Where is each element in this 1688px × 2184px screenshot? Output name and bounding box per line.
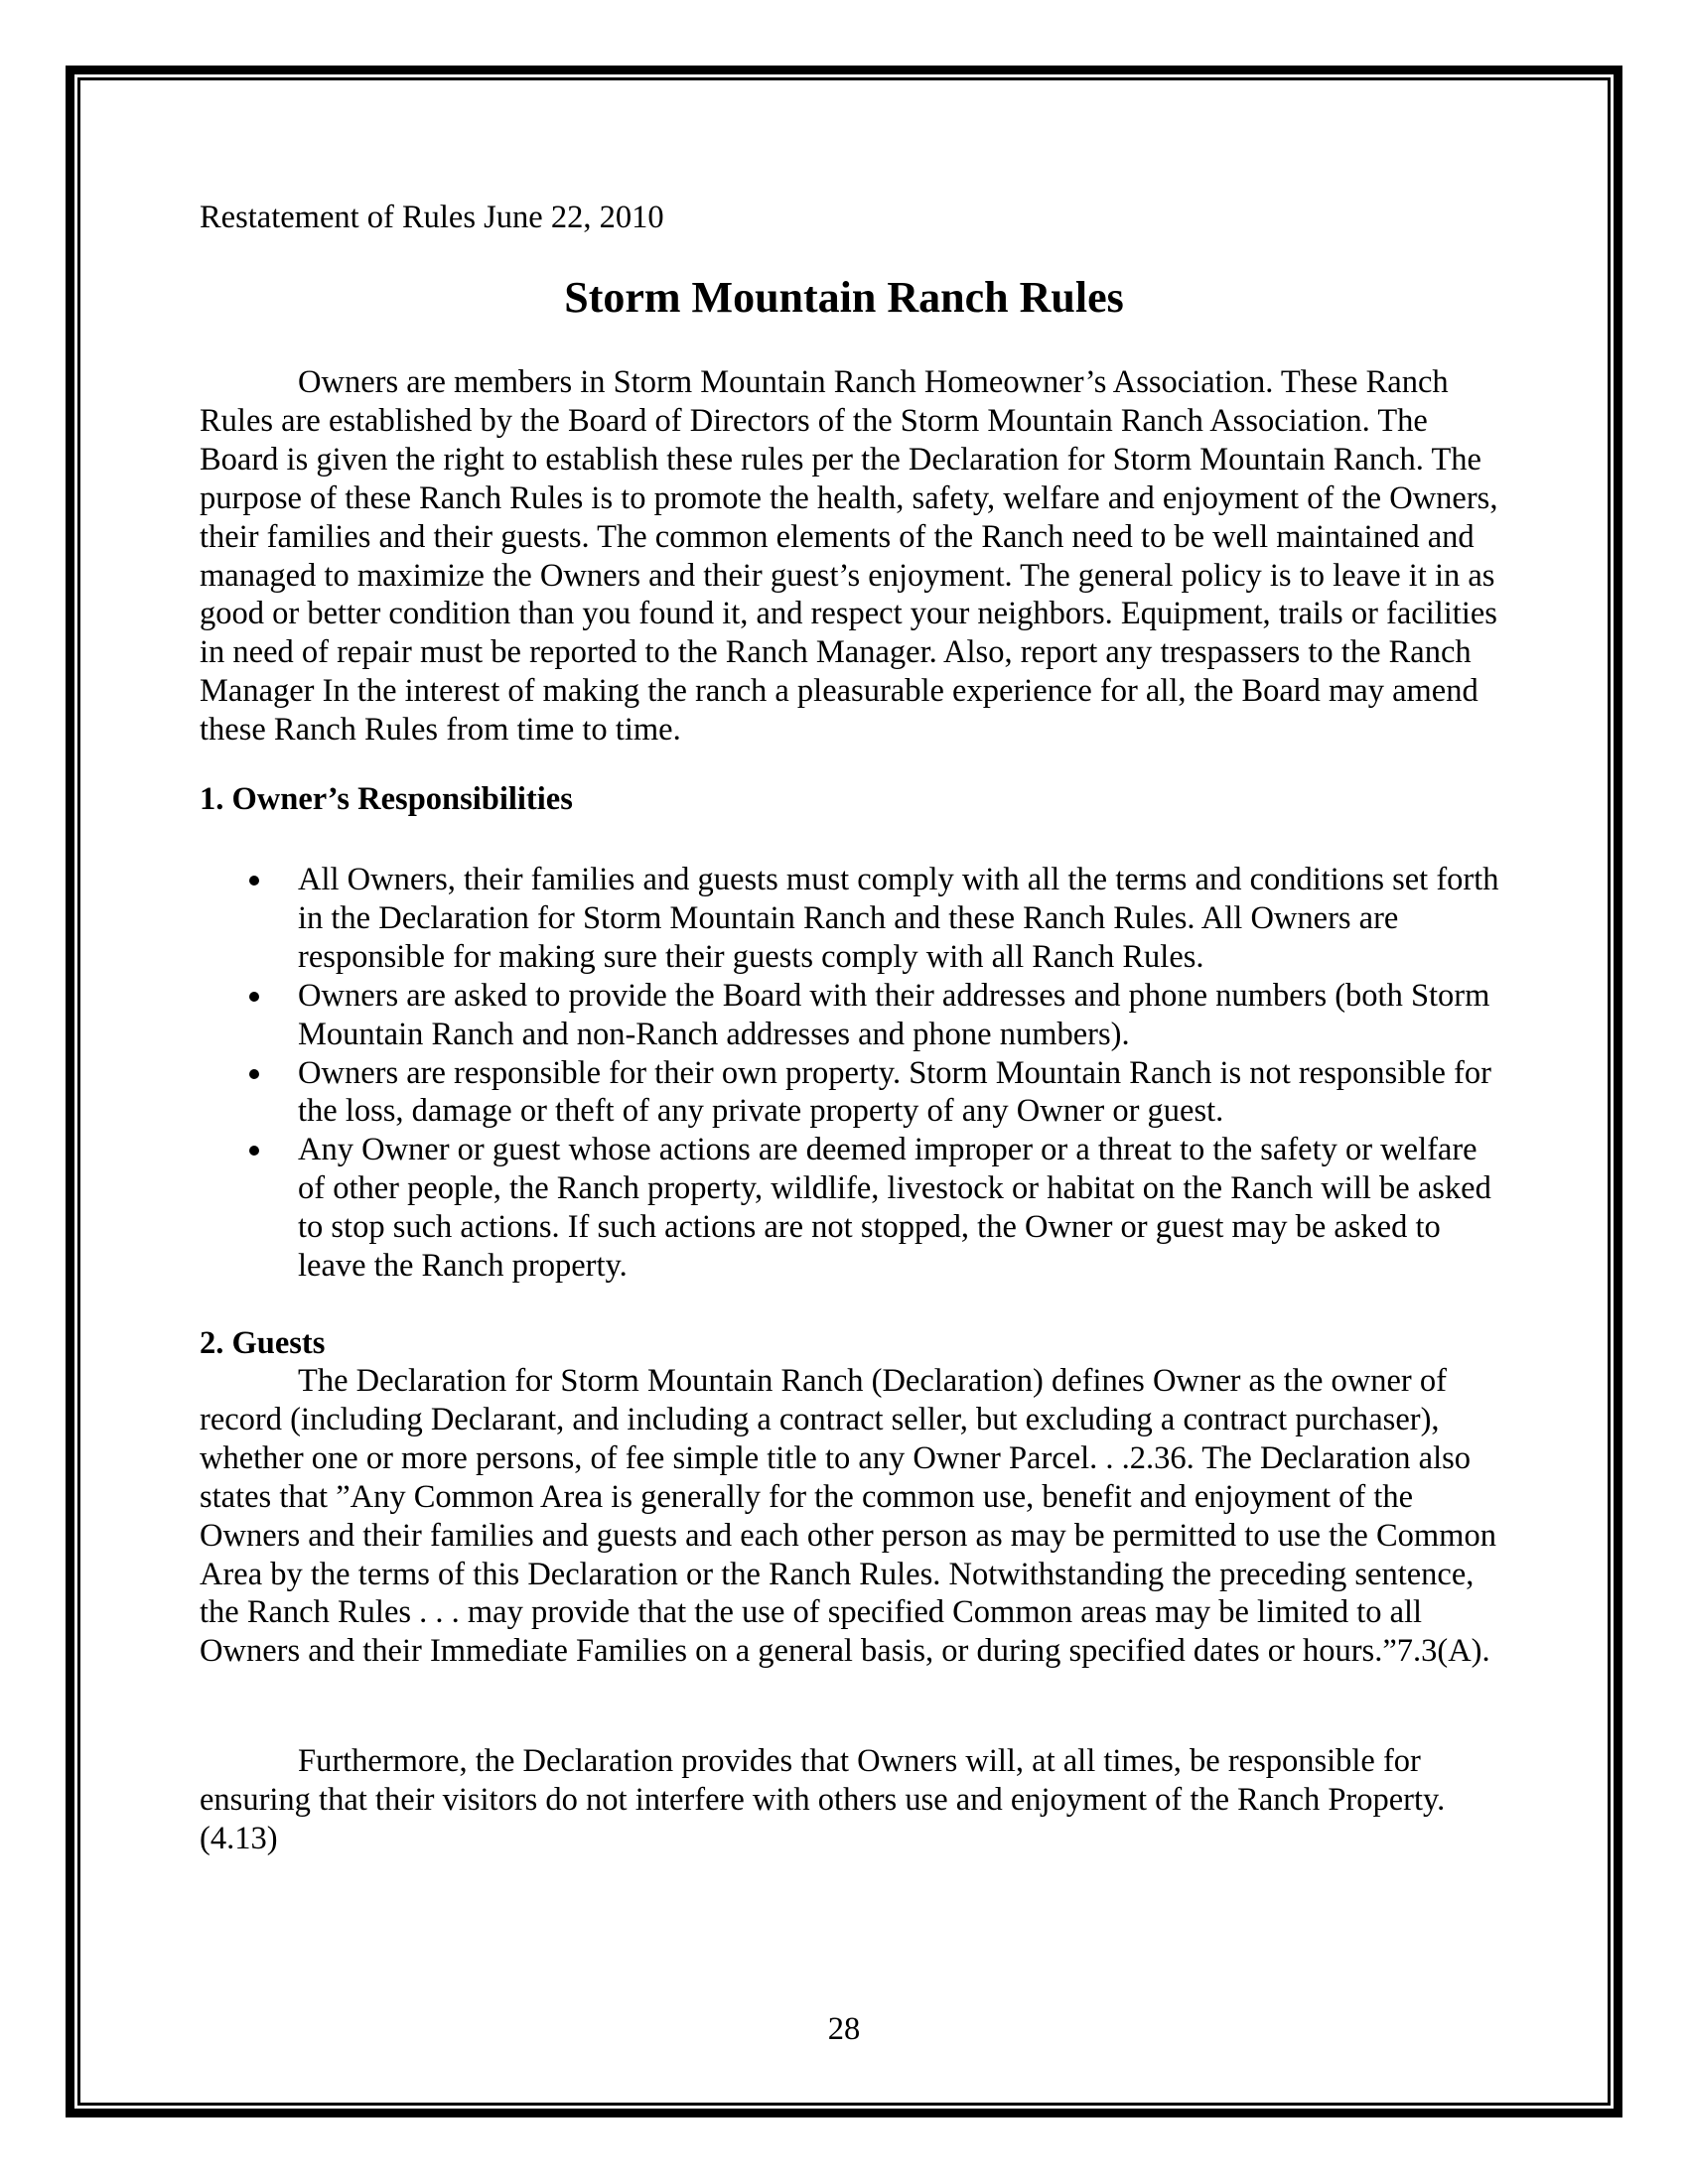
bullet-icon bbox=[249, 876, 259, 886]
list-item-text: Any Owner or guest whose actions are deemed improper or a threat to the safety or welfare of other people, the Ranch property, wildlife, livestock or habitat on the Ranch will be asked to stop such actions. If such actions are not stopped, the Owner or guest may be asked to leave the Ranch property. bbox=[298, 1132, 1491, 1285]
list-item bbox=[200, 861, 1510, 977]
bullet-icon bbox=[249, 1069, 259, 1079]
owners-responsibilities-list bbox=[200, 861, 1510, 1286]
list-item bbox=[200, 1131, 1510, 1286]
bullet-icon bbox=[249, 992, 259, 1002]
page-number: 28 bbox=[827, 2011, 861, 2047]
document-subtitle: Restatement of Rules June 22, 2010 bbox=[200, 200, 664, 235]
intro-paragraph: Owners are members in Storm Mountain Ranch Homeowner’s Association. These Ranch Rules are established by the Board of Directors of the Storm Mountain Ranch Association. The Board is given the right to establish these rules per the Declaration for Storm Mountain Ranch. The purpose of these Ranch Rules is to promote the health, safety, welfare and enjoyment of the Owners, their families and their guests. The common elements of the Ranch need to be well maintained and managed to maximize the Owners and their guest’s enjoyment. The general policy is to leave it in as good or better condition than you found it, and respect your neighbors. Equipment, trails or facilities in need of repair must be reported to the Ranch Manager. Also, report any trespassers to the Ranch Manager In the interest of making the ranch a pleasurable experience for all, the Board may amend these Ranch Rules from time to time. bbox=[200, 364, 1498, 749]
list-item-text: Owners are asked to provide the Board with their addresses and phone numbers (both Storm Mountain Ranch and non-Ranch addresses and phone numbers). bbox=[298, 977, 1490, 1052]
section-heading-guests: 2. Guests bbox=[200, 1325, 326, 1361]
list-item bbox=[200, 977, 1510, 1054]
list-item-text: Owners are responsible for their own property. Storm Mountain Ranch is not responsible for the loss, damage or theft of any private property of any Owner or guest. bbox=[298, 1054, 1491, 1130]
guests-paragraph-1: The Declaration for Storm Mountain Ranch (Declaration) defines Owner as the owner of record (including Declarant, and including a contract seller, but excluding a contract purchaser), whether one or more persons, of fee simple title to any Owner Parcel. . .2.36. The Declaration also states that ”Any Common Area is generally for the common use, benefit and enjoyment of the Owners and their families and guests and each other person as may be permitted to use the Common Area by the terms of this Declaration or the Ranch Rules. Notwithstanding the preceding sentence, the Ranch Rules . . . may provide that the use of specified Common areas may be limited to all Owners and their Immediate Families on a general basis, or during specified dates or hours.”7.3(A). bbox=[200, 1363, 1496, 1670]
section-heading-owners-responsibilities: 1. Owner’s Responsibilities bbox=[200, 781, 573, 817]
bullet-icon bbox=[249, 1146, 259, 1156]
document-title: Storm Mountain Ranch Rules bbox=[564, 273, 1124, 322]
list-item bbox=[200, 1054, 1510, 1132]
list-item-text: All Owners, their families and guests must comply with all the terms and conditions set forth in the Declaration for Storm Mountain Ranch and these Ranch Rules. All Owners are responsible for making sure their guests comply with all Ranch Rules. bbox=[298, 862, 1499, 975]
guests-paragraph-2: Furthermore, the Declaration provides that Owners will, at all times, be responsible for ensuring that their visitors do not interfere with others use and enjoyment of the Ranch Property. (4.13) bbox=[200, 1743, 1446, 1856]
